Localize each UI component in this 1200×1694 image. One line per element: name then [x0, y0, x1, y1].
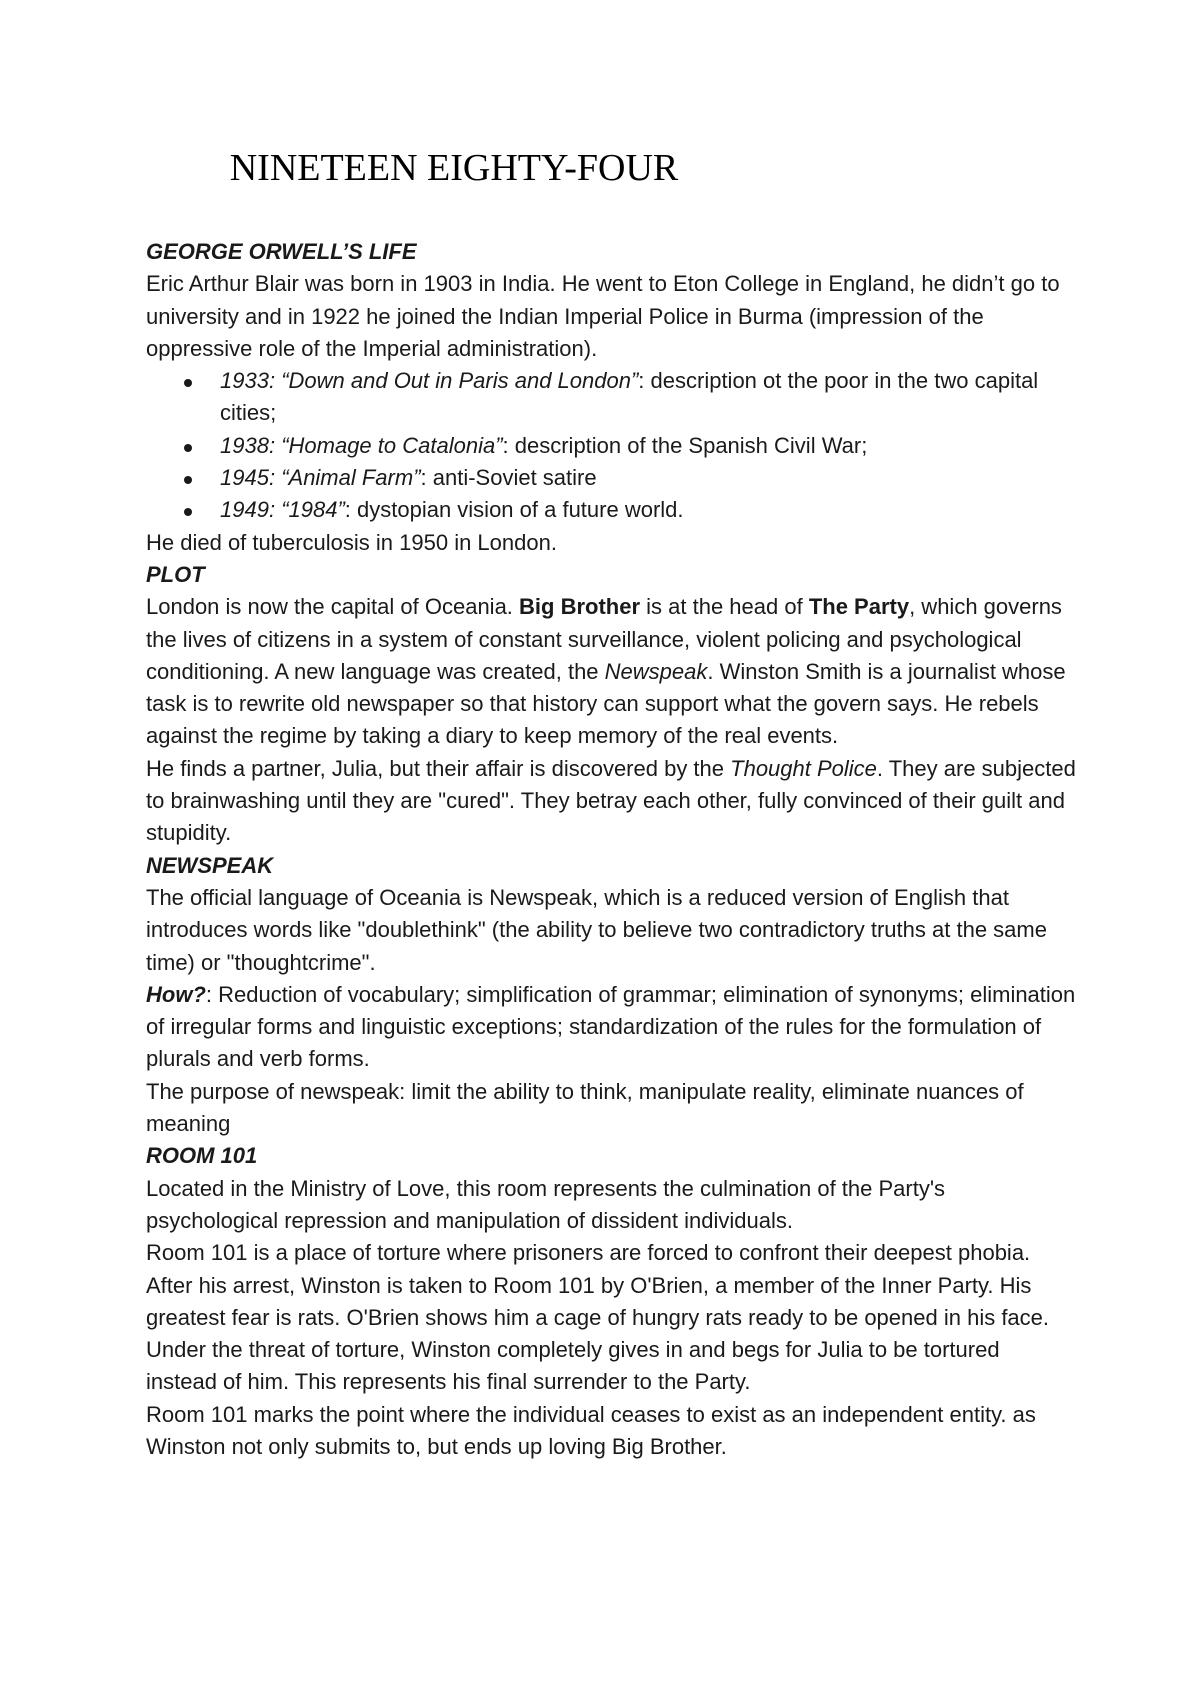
plot-paragraph-1: London is now the capital of Oceania. Big Brother is at the head of The Party, which governs the lives of citizens in a system of constant surveillance, violent policing and psychological conditioning. A new language was created, the Newspeak. Winston Smith is a journalist whose task is to rewrite old newspaper so that history can support what the govern says. He rebels against the regime by taking a diary to keep memory of the real events.: [146, 594, 1066, 749]
thought-police-term: Thought Police: [730, 755, 877, 781]
section-orwell-life: [146, 236, 1076, 559]
room101-paragraph-1: Located in the Ministry of Love, this room represents the culmination of the Party's psychological repression and manipulation of dissident individuals.: [146, 1175, 946, 1233]
section-plot: [146, 559, 1076, 850]
bullet-icon: [184, 379, 192, 387]
list-item: 1949: “1984”: dystopian vision of a future world.: [220, 494, 1076, 526]
bullet-icon: [184, 508, 192, 516]
plot-paragraph-2: He finds a partner, Julia, but their affair is discovered by the Thought Police. They are subjected to brainwashing until they are "cured". They betray each other, fully convinced of their guilt and stupidity.: [146, 755, 1076, 846]
section-heading-newspeak: NEWSPEAK: [146, 852, 274, 878]
newspeak-how: How?: Reduction of vocabulary; simplification of grammar; elimination of synonyms; elimination of irregular forms and linguistic exceptions; standardization of the rules for the formulation of plurals and verb forms.: [146, 981, 1076, 1072]
newspeak-term: Newspeak: [604, 658, 708, 684]
section-room-101: [146, 1140, 1076, 1463]
big-brother-term: Big Brother: [519, 594, 641, 620]
section-heading-room-101: ROOM 101: [146, 1143, 258, 1169]
bullet-icon: [184, 476, 192, 484]
how-label: How?: [146, 981, 206, 1007]
life-death: He died of tuberculosis in 1950 in London.: [146, 529, 557, 555]
document-title: NINETEEN EIGHTY-FOUR: [229, 147, 679, 189]
bullet-icon: [184, 444, 192, 452]
newspeak-paragraph-1: The official language of Oceania is Newspeak, which is a reduced version of English that introduces words like "doublethink" (the ability to believe two contradictory truths at the same time) or "thoughtcrime".: [146, 884, 1047, 975]
the-party-term: The Party: [808, 594, 910, 620]
list-item: 1938: “Homage to Catalonia”: description of the Spanish Civil War;: [220, 430, 1076, 462]
newspeak-purpose: The purpose of newspeak: limit the ability to think, manipulate reality, eliminate nuances of meaning: [146, 1078, 1024, 1137]
room101-paragraph-3: Room 101 marks the point where the individual ceases to exist as an independent entity. as Winston not only submits to, but ends up loving Big Brother.: [146, 1401, 1036, 1459]
section-newspeak: [146, 850, 1076, 1141]
works-list: [146, 365, 1076, 526]
section-heading-plot: PLOT: [146, 561, 205, 587]
list-item: 1933: “Down and Out in Paris and London”: description ot the poor in the two capital cities;: [220, 365, 1076, 430]
life-intro: Eric Arthur Blair was born in 1903 in India. He went to Eton College in England, he didn’t go to university and in 1922 he joined the Indian Imperial Police in Burma (impression of the oppressive role of the Imperial administration).: [146, 271, 1060, 361]
document-body: [146, 236, 1076, 1463]
room101-paragraph-2: Room 101 is a place of torture where prisoners are forced to confront their deepest phobia. After his arrest, Winston is taken to Room 101 by O'Brien, a member of the Inner Party. His greatest fear is rats. O'Brien shows him a cage of hungry rats ready to be opened in his face. Under the threat of torture, Winston completely gives in and begs for Julia to be tortured instead of him. This represents his final surrender to the Party.: [146, 1240, 1050, 1395]
section-heading-life: GEORGE ORWELL’S LIFE: [146, 239, 417, 264]
list-item: 1945: “Animal Farm”: anti-Soviet satire: [220, 462, 1076, 494]
